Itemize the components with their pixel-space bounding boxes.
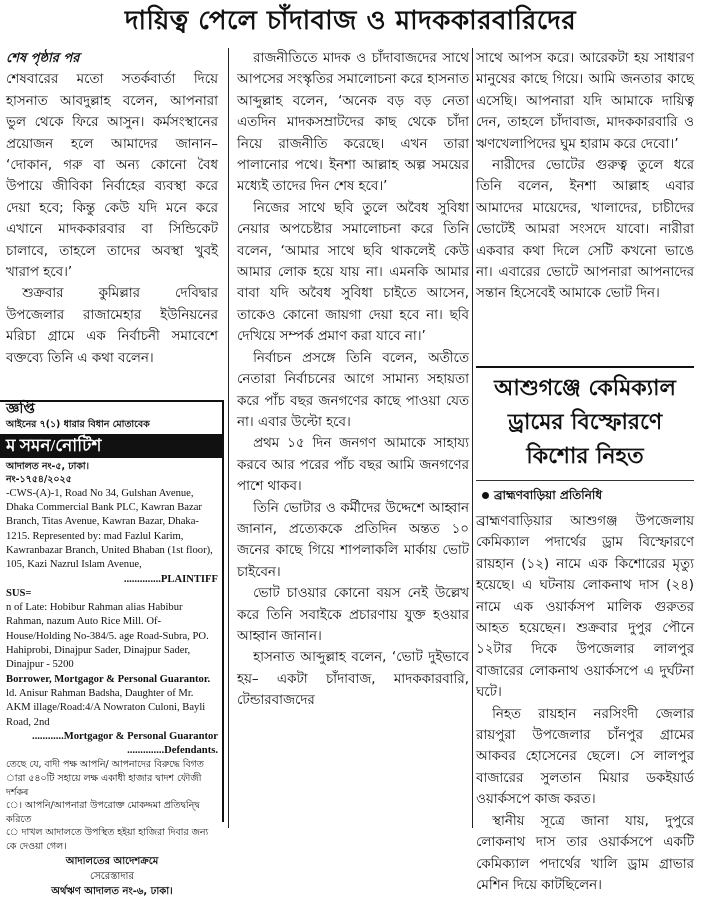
paragraph: রাজনীতিতে মাদক ও চাঁদাবাজদের সাথে আপসের সংস্কৃতির সমালোচনা করে হাসনাত আব্দুল্লাহ বলেন, ‘অনেক বড় বড় নেতা এতদিন মাদকসম্রাটদের কাছ থেকে চাঁদা নিয়ে রাজনীতি করেছে। এখন তারা পালানোর পথে। ইনশা আল্লাহ অল্প সময়ের মধ্যেই তাদের দিন শেষ হবে।’ <box>237 51 469 195</box>
notice-rule-line: আইনের ৭(১) ধারার বিধান মোতাবেক <box>6 419 150 430</box>
story2-body <box>476 511 694 896</box>
byline-text: ব্রাহ্মণবাড়িয়া প্রতিনিধি <box>494 488 603 502</box>
bullet-icon <box>482 492 489 499</box>
notice-court: আদালত নং-৫, ঢাকা। <box>6 460 89 472</box>
notice-bangla-line: ে। আপনি/আপনারা উপরোক্ত মোকদ্দমা প্রতিদ্বন্দ্বি করিতে <box>6 800 200 825</box>
paragraph: নিজের সাথে ছবি তুলে অবৈধ সুবিধা নেয়ার অপচেষ্টার সমালোচনা করে তিনি বলেন, ‘আমার সাথে ছবি থাকলেই কেউ আমার লোক হয়ে যায় না। এমনকি আমার বাবা যদি অবৈধ সুবিধা চাইতে আসেন, তাকেও কোনো জায়গা দেয়া হবে না। ছবি দেখিয়ে সম্পর্ক প্রমাণ করা যাবে না।’ <box>237 200 469 345</box>
notice-title: জ্ঞপ্তি <box>6 402 35 417</box>
paragraph: হাসনাত আব্দুল্লাহ বলেন, ‘ভোট দুইভাবে হয়– একটা চাঁদাবাজ, মাদককারবারি, টেন্ডারবাজদের <box>237 650 469 709</box>
headline: দায়িত্ব পেলে চাঁদাবাজ ও মাদককারবারিদের <box>124 6 577 36</box>
paragraph: প্রথম ১৫ দিন জনগণ আমাকে সাহায্য করবে আর পরের পাঁচ বছর আমি জনগণের পাশে থাকব। <box>237 436 469 495</box>
column-3 <box>476 48 694 305</box>
notice-bangla-line: কে দেওয়া গেল। <box>6 840 67 852</box>
notice-versus: SUS= <box>6 587 32 599</box>
notice-defendant-text: n of Late: Hobibur Rahman alias Habibur Rahman, nazum Auto Rice Mill. Of-House/Holding No-384/5. age Road-Subra, PO. Hahiprobi, Dinajpur Sader, Dinajpur Sader, Dinajpur - 5200 <box>6 602 209 671</box>
notice-borrower: Borrower, Mortgagor & Personal Guarantor. <box>6 673 211 685</box>
column-2 <box>237 48 469 712</box>
notice-clerk: সেরেস্তাদার <box>90 870 134 882</box>
story2-byline <box>482 487 694 507</box>
story2-headline: আশুগঞ্জে কেমিক্যাল ড্রামের বিস্ফোরণে কিশোর নিহত <box>476 372 694 481</box>
paragraph: শেষবারের মতো সতর্কবার্তা দিয়ে হাসনাত আবদুল্লাহ বলেন, আপনারা ভুল থেকে ফিরে আসুন। কর্মসংস্থানের প্রয়োজন হলে আমাদের জানান– ‘দোকান, গরু বা অন্য কোনো বৈধ উপায়ে জীবিকা নির্বাহের ব্যবস্থা করে দেয়া হবে; কিন্তু কেউ যদি মনে করে এখানে মাদককারবার বা সিন্ডিকেট চালাবে, তাহলে তাদের অবস্থা খুবই খারাপ হবে।’ <box>6 72 218 281</box>
paragraph: ভোট চাওয়ার কোনো বয়স নেই উল্লেখ করে তিনি সবাইকে প্রচারণায় যুক্ত হওয়ার আহ্বান জানান। <box>237 586 469 644</box>
notice-plaintiff-label: ..............PLAINTIFF <box>123 573 218 585</box>
notice-bangla-line: ে দাখল আদালতে উপস্থিত হইয়া হাজিরা দিবার জন্য <box>6 827 209 839</box>
paragraph: শুক্রবার কুমিল্লার দেবিদ্বার উপজেলার রাজামেহার ইউনিয়নের মরিচা গ্রামে এক নির্বাচনী সমাবেশে বক্তব্যে তিনি এ কথা বলেন। <box>6 286 218 366</box>
notice-band: ম সমন/নোটিশ <box>0 434 222 458</box>
paragraph: স্থানীয় সূত্রে জানা যায়, দুপুরে লোকনাথ দাস তার ওয়ার্কসপে একটি কেমিক্যাল পদার্থের খালি ড্রাম গ্রাভার মেশিন দিয়ে কাটছিলেন। <box>476 813 694 893</box>
notice-order-line: আদালতের আদেশক্রমে <box>65 855 159 867</box>
paragraph: তিনি ভোটার ও কর্মীদের উদ্দেশে আহ্বান জানান, প্রত্যেককে প্রতিদিন অন্তত ১০ জনের কাছে গিয়ে শাপলাকলি মার্কায় ভোট চাইবেন। <box>237 500 469 580</box>
column-divider-1 <box>228 48 229 828</box>
notice-mortgagor: ............Mortgagor & Personal Guarantor <box>31 730 218 742</box>
column-divider-2 <box>472 48 473 828</box>
notice-defendants: ..............Defendants. <box>127 745 218 757</box>
paragraph: সাথে আপস করে। আরেকটা হয় সাধারণ মানুষের কাছে গিয়ে। আমি জনতার কাছে এসেছি। আপনারা যদি আমাকে দায়িত্ব দেন, তাহলে চাঁদাবাজ, মাদককারবারি ও ঋণখেলাপিদের ঘুম হারাম করে দেবো।’ <box>476 51 694 152</box>
paragraph: নির্বাচন প্রসঙ্গে তিনি বলেন, অতীতে নেতারা নির্বাচনের আগে সামান্য সহায়তা করে পাঁচ বছর জনগণের কাছে পাওয়া যেত না। এবার উল্টো হবে। <box>237 350 469 430</box>
paragraph: ব্রাহ্মণবাড়িয়ার আশুগঞ্জ উপজেলায় কেমিক্যাল পদার্থের ড্রাম বিস্ফোরণে রায়হান (১২) নামে এক কিশোরের মৃত্যু হয়েছে। এ ঘটনায় লোকনাথ দাস (২৪) নামে এক ওয়ার্কসপ মালিক গুরুতর আহত হয়েছেন। শুক্রবার দুপুর পৌনে ১২টার দিকে উপজেলার লালপুর বাজারের লোকনাথ ওয়ার্কসপে এ দুর্ঘটনা ঘটে। <box>476 514 694 701</box>
story-chemical-drum <box>476 372 694 896</box>
paragraph: নারীদের ভোটের গুরুত্ব তুলে ধরে তিনি বলেন, ইনশা আল্লাহ এবার আমাদের মায়েদের, খালাদের, চাচীদের ভোটেই আমরা সংসদে যাবো। নারীরা একবার কথা দিলে সেটি কখনো ভাঙে না। এবারের ভোটে আপনারা আপনাদের সন্তান হিসেবেই আমাকে ভোট দিন। <box>476 158 694 302</box>
story-separator <box>476 366 694 368</box>
notice-case-no: নং-১৭৫৪/২০২৫ <box>6 474 72 486</box>
notice-court-bottom: অর্থঋণ আদালত নং-৬, ঢাকা। <box>51 885 173 897</box>
notice-bangla-line: ারা ৫৪০টি সহায়ে লক্ষ একাধী হাজার দ্বাদশ ফৌজী দর্শকৰ <box>6 773 202 798</box>
continued-kicker: শেষ পৃষ্ঠার পর <box>6 51 80 66</box>
paragraph: নিহত রায়হান নরসিংদী জেলার রায়পুরা উপজেলার চাঁনপুর গ্রামের আকবর হোসেনের ছেলে। সে লালপুর বাজারের সুলতান মিয়ার ডকইয়ার্ড ওয়ার্কসপে কাজ করত। <box>476 706 694 808</box>
notice-defendant-text-2: ld. Anisur Rahman Badsha, Daughter of Mr. AKM illage/Road:4/A Nowraton Culoni, Bayli Road, 2nd <box>6 687 206 728</box>
legal-notice-ad <box>0 400 224 897</box>
notice-plaintiff-text: -CWS-(A)-1, Road No 34, Gulshan Avenue, Dhaka Commercial Bank PLC, Kawran Bazar Branch, Titas Avenue, Kawran Bazar, Dhaka-1215. Represented by: mad Fazlul Karim, Kawranbazar Branch, United Bhaban (1st floor), 105, Kazi Nazrul Islam Avenue, <box>6 487 213 571</box>
notice-bangla-line: তেছে যে, বাদী পক্ষ আপনি/ আপনাদের বিরুদ্ধে বিগত <box>6 759 204 771</box>
column-1 <box>6 48 218 369</box>
